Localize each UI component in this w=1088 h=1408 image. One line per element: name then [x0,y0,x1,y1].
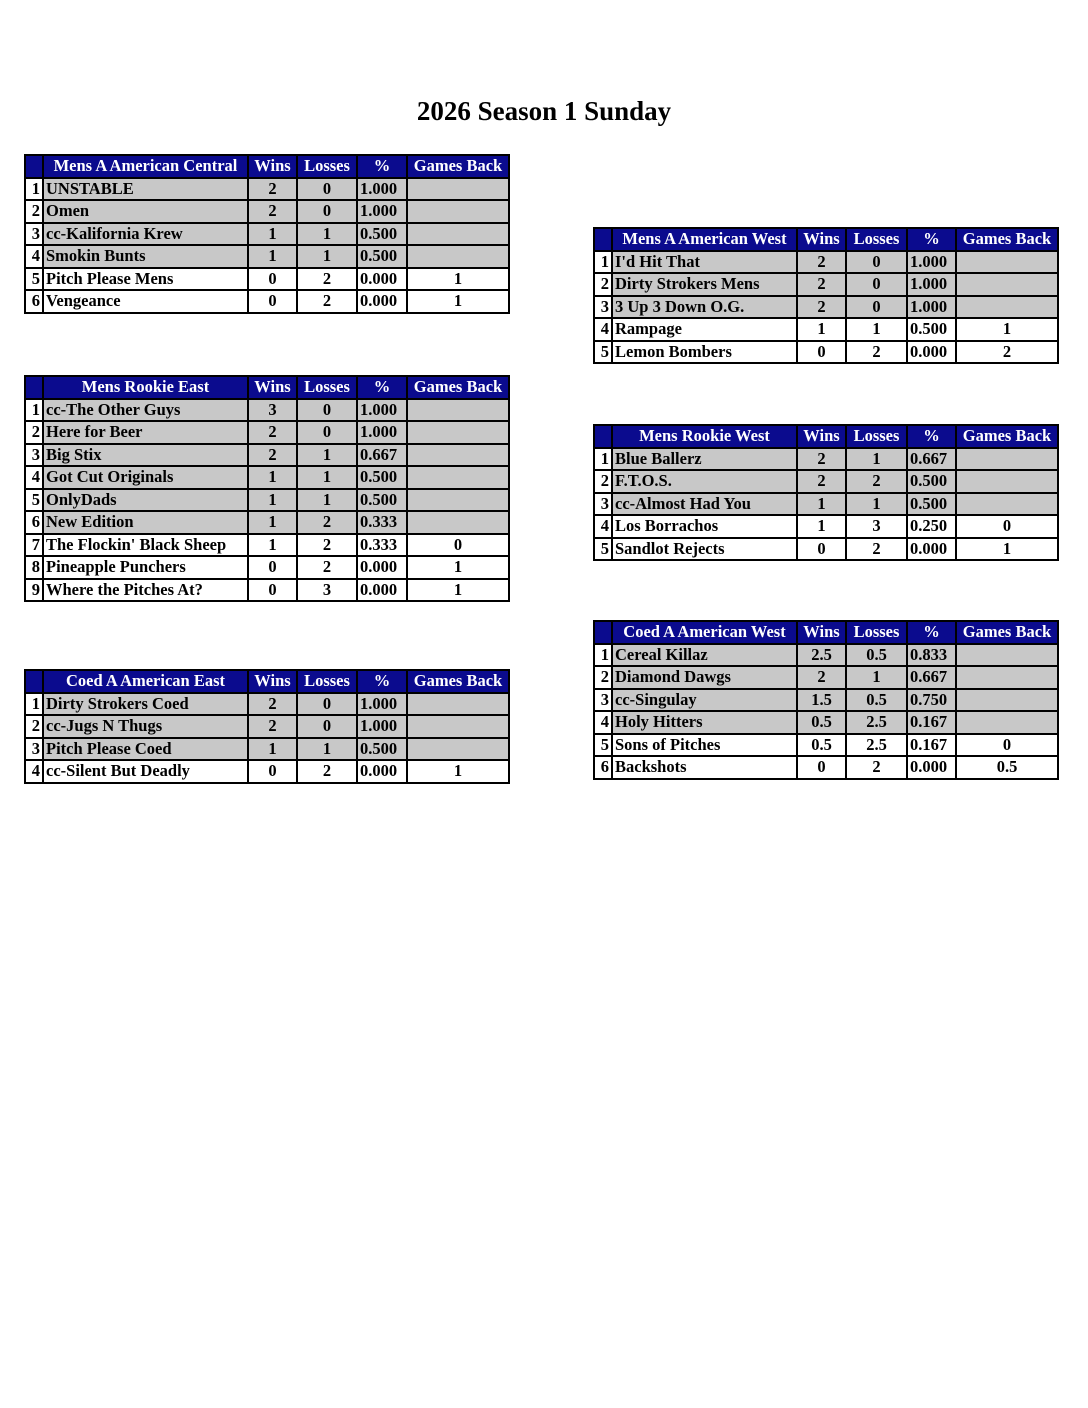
table-row [25,223,509,246]
wins-cell: 1.5 [797,689,846,712]
games-back-cell: 0 [407,534,509,557]
wins-header: Wins [797,425,846,448]
team-name-cell: New Edition [43,511,248,534]
rank-cell: 4 [594,515,612,538]
pct-cell: 0.500 [357,223,407,246]
division-name: Coed A American West [612,621,797,644]
table-row [25,268,509,291]
rank-cell: 3 [25,444,43,467]
team-name-cell: cc-Almost Had You [612,493,797,516]
team-name-cell: Los Borrachos [612,515,797,538]
games-back-cell [407,511,509,534]
wins-header: Wins [797,228,846,251]
pct-cell: 0.333 [357,534,407,557]
wins-cell: 2 [248,444,297,467]
wins-header: Wins [797,621,846,644]
games-back-header: Games Back [407,376,509,399]
team-name-cell: Sandlot Rejects [612,538,797,561]
wins-cell: 2 [797,470,846,493]
rank-cell: 6 [594,756,612,779]
wins-cell: 2.5 [797,644,846,667]
pct-cell: 1.000 [357,715,407,738]
rank-cell: 5 [594,538,612,561]
team-name-cell: cc-The Other Guys [43,399,248,422]
rank-cell: 2 [594,666,612,689]
division-name: Coed A American East [43,670,248,693]
rank-cell: 2 [594,273,612,296]
team-name-cell: Lemon Bombers [612,341,797,364]
team-name-cell: Where the Pitches At? [43,579,248,602]
rank-cell: 3 [594,296,612,319]
games-back-header: Games Back [956,425,1058,448]
wins-cell: 1 [248,223,297,246]
table-row [25,579,509,602]
pct-cell: 0.750 [907,689,956,712]
team-name-cell: UNSTABLE [43,178,248,201]
pct-cell: 0.833 [907,644,956,667]
games-back-cell [407,178,509,201]
team-name-cell: cc-Silent But Deadly [43,760,248,783]
pct-cell: 0.500 [907,318,956,341]
rank-cell: 9 [25,579,43,602]
table-row [25,399,509,422]
pct-cell: 1.000 [357,178,407,201]
wins-cell: 0 [248,290,297,313]
games-back-cell [956,711,1058,734]
table-row [25,421,509,444]
rank-cell: 7 [25,534,43,557]
losses-cell: 0 [297,399,357,422]
losses-header: Losses [846,621,907,644]
rank-cell: 1 [25,693,43,716]
pct-cell: 1.000 [357,200,407,223]
pct-cell: 0.000 [357,290,407,313]
wins-cell: 0 [248,268,297,291]
rank-header [25,155,43,178]
games-back-cell: 0 [956,734,1058,757]
wins-cell: 2 [248,421,297,444]
standings-table-mens-rookie-east [24,375,510,602]
losses-cell: 3 [846,515,907,538]
wins-header: Wins [248,155,297,178]
wins-cell: 2 [248,178,297,201]
team-name-cell: Backshots [612,756,797,779]
losses-header: Losses [297,376,357,399]
pct-cell: 0.000 [907,538,956,561]
games-back-cell [956,273,1058,296]
games-back-cell [956,644,1058,667]
rank-cell: 2 [25,715,43,738]
losses-cell: 1 [297,738,357,761]
losses-cell: 1 [297,444,357,467]
games-back-cell [956,493,1058,516]
wins-cell: 1 [248,738,297,761]
wins-cell: 0 [248,760,297,783]
games-back-header: Games Back [407,155,509,178]
pct-cell: 0.000 [907,341,956,364]
team-name-cell: Sons of Pitches [612,734,797,757]
table-row [25,511,509,534]
losses-cell: 0 [846,273,907,296]
pct-cell: 1.000 [357,399,407,422]
team-name-cell: 3 Up 3 Down O.G. [612,296,797,319]
wins-cell: 2 [248,200,297,223]
games-back-cell [407,489,509,512]
team-name-cell: Blue Ballerz [612,448,797,471]
games-back-header: Games Back [407,670,509,693]
division-name: Mens Rookie East [43,376,248,399]
wins-cell: 2 [797,448,846,471]
games-back-cell [956,251,1058,274]
rank-header [25,376,43,399]
losses-cell: 2 [297,268,357,291]
team-name-cell: Here for Beer [43,421,248,444]
table-row [25,466,509,489]
team-name-cell: Pitch Please Mens [43,268,248,291]
table-row [25,178,509,201]
table-row [25,760,509,783]
games-back-cell [407,399,509,422]
losses-cell: 1 [846,493,907,516]
rank-cell: 3 [25,738,43,761]
pct-header: % [907,228,956,251]
team-name-cell: I'd Hit That [612,251,797,274]
pct-cell: 0.500 [357,466,407,489]
wins-cell: 1 [248,534,297,557]
pct-cell: 0.167 [907,711,956,734]
pct-cell: 0.500 [907,470,956,493]
wins-cell: 0 [248,556,297,579]
wins-cell: 0 [797,341,846,364]
losses-cell: 2 [297,511,357,534]
wins-cell: 1 [797,318,846,341]
rank-cell: 5 [25,489,43,512]
losses-cell: 1 [297,223,357,246]
team-name-cell: OnlyDads [43,489,248,512]
rank-cell: 1 [25,399,43,422]
wins-cell: 2 [797,273,846,296]
wins-cell: 2 [797,666,846,689]
wins-cell: 0 [248,579,297,602]
wins-header: Wins [248,376,297,399]
pct-header: % [357,376,407,399]
rank-cell: 4 [25,245,43,268]
losses-cell: 1 [297,466,357,489]
games-back-cell [407,738,509,761]
pct-cell: 0.000 [907,756,956,779]
games-back-cell [407,466,509,489]
games-back-cell: 1 [407,579,509,602]
header-row [25,670,509,693]
losses-header: Losses [297,155,357,178]
table-row [25,245,509,268]
rank-cell: 5 [594,341,612,364]
pct-cell: 0.000 [357,556,407,579]
games-back-header: Games Back [956,621,1058,644]
losses-cell: 1 [846,448,907,471]
table-row [594,734,1058,757]
wins-header: Wins [248,670,297,693]
games-back-cell: 2 [956,341,1058,364]
losses-cell: 1 [297,489,357,512]
wins-cell: 1 [248,511,297,534]
page-title: 2026 Season 1 Sunday [416,96,672,126]
losses-cell: 2.5 [846,734,907,757]
losses-cell: 1 [846,666,907,689]
pct-cell: 0.667 [357,444,407,467]
losses-cell: 2 [297,760,357,783]
table-row [594,273,1058,296]
pct-cell: 0.500 [907,493,956,516]
table-row [25,556,509,579]
table-row [594,515,1058,538]
rank-cell: 4 [594,711,612,734]
wins-cell: 2 [248,715,297,738]
team-name-cell: Cereal Killaz [612,644,797,667]
pct-cell: 0.500 [357,489,407,512]
standings-table-mens-rookie-west [593,424,1059,561]
games-back-cell: 1 [407,268,509,291]
pct-cell: 1.000 [907,296,956,319]
games-back-cell [956,448,1058,471]
table-row [25,290,509,313]
games-back-cell [956,296,1058,319]
pct-cell: 0.250 [907,515,956,538]
rank-cell: 2 [594,470,612,493]
team-name-cell: Pineapple Punchers [43,556,248,579]
rank-cell: 6 [25,511,43,534]
division-name: Mens A American West [612,228,797,251]
rank-header [594,228,612,251]
games-back-cell: 1 [407,290,509,313]
rank-header [594,621,612,644]
standings-table-coed-a-west [593,620,1059,780]
team-name-cell: cc-Singulay [612,689,797,712]
division-name: Mens Rookie West [612,425,797,448]
wins-cell: 0 [797,538,846,561]
pct-cell: 0.333 [357,511,407,534]
games-back-cell: 1 [407,760,509,783]
team-name-cell: The Flockin' Black Sheep [43,534,248,557]
header-row [594,621,1058,644]
team-name-cell: cc-Jugs N Thugs [43,715,248,738]
games-back-cell [407,200,509,223]
pct-cell: 1.000 [907,251,956,274]
games-back-cell [956,689,1058,712]
games-back-cell [407,693,509,716]
wins-cell: 0 [797,756,846,779]
rank-cell: 1 [25,178,43,201]
games-back-cell: 0 [956,515,1058,538]
games-back-cell [407,223,509,246]
wins-cell: 3 [248,399,297,422]
pct-header: % [357,670,407,693]
pct-header: % [357,155,407,178]
table-row [594,689,1058,712]
losses-cell: 0 [297,421,357,444]
losses-header: Losses [297,670,357,693]
losses-header: Losses [846,425,907,448]
wins-cell: 2 [248,693,297,716]
rank-cell: 5 [594,734,612,757]
losses-cell: 0 [846,251,907,274]
header-row [25,155,509,178]
team-name-cell: Dirty Strokers Coed [43,693,248,716]
table-row [594,644,1058,667]
losses-cell: 2 [297,556,357,579]
losses-cell: 2 [846,341,907,364]
table-row [594,448,1058,471]
wins-cell: 1 [248,466,297,489]
rank-cell: 2 [25,421,43,444]
table-row [594,666,1058,689]
team-name-cell: Smokin Bunts [43,245,248,268]
team-name-cell: F.T.O.S. [612,470,797,493]
wins-cell: 1 [797,493,846,516]
team-name-cell: Vengeance [43,290,248,313]
table-row [25,738,509,761]
rank-cell: 4 [25,760,43,783]
table-row [594,756,1058,779]
rank-cell: 6 [25,290,43,313]
rank-header [25,670,43,693]
games-back-cell: 1 [956,318,1058,341]
wins-cell: 2 [797,296,846,319]
losses-cell: 2 [297,534,357,557]
rank-cell: 3 [594,689,612,712]
losses-cell: 0 [297,715,357,738]
pct-cell: 0.500 [357,738,407,761]
games-back-cell [956,666,1058,689]
rank-cell: 4 [594,318,612,341]
losses-cell: 0.5 [846,644,907,667]
wins-cell: 0.5 [797,711,846,734]
games-back-cell: 1 [956,538,1058,561]
pct-header: % [907,425,956,448]
table-row [594,711,1058,734]
games-back-header: Games Back [956,228,1058,251]
losses-cell: 0 [297,200,357,223]
header-row [594,228,1058,251]
losses-cell: 2 [297,290,357,313]
pct-cell: 0.167 [907,734,956,757]
losses-cell: 2.5 [846,711,907,734]
games-back-cell [956,470,1058,493]
table-row [594,470,1058,493]
losses-cell: 0 [297,693,357,716]
pct-cell: 0.667 [907,448,956,471]
team-name-cell: Big Stix [43,444,248,467]
table-row [25,534,509,557]
losses-cell: 2 [846,756,907,779]
table-row [594,318,1058,341]
pct-cell: 0.500 [357,245,407,268]
wins-cell: 0.5 [797,734,846,757]
losses-cell: 1 [297,245,357,268]
table-row [594,251,1058,274]
pct-cell: 0.000 [357,268,407,291]
rank-cell: 1 [594,251,612,274]
division-name: Mens A American Central [43,155,248,178]
rank-header [594,425,612,448]
standings-table-mens-a-west [593,227,1059,364]
table-row [25,489,509,512]
losses-cell: 0 [846,296,907,319]
wins-cell: 2 [797,251,846,274]
team-name-cell: Omen [43,200,248,223]
games-back-cell [407,421,509,444]
team-name-cell: cc-Kalifornia Krew [43,223,248,246]
rank-cell: 3 [25,223,43,246]
losses-cell: 0.5 [846,689,907,712]
table-row [25,200,509,223]
rank-cell: 2 [25,200,43,223]
team-name-cell: Diamond Dawgs [612,666,797,689]
rank-cell: 1 [594,448,612,471]
pct-cell: 1.000 [357,421,407,444]
team-name-cell: Pitch Please Coed [43,738,248,761]
pct-cell: 1.000 [907,273,956,296]
team-name-cell: Got Cut Originals [43,466,248,489]
rank-cell: 3 [594,493,612,516]
rank-cell: 5 [25,268,43,291]
table-row [594,538,1058,561]
pct-cell: 0.000 [357,760,407,783]
losses-cell: 1 [846,318,907,341]
losses-header: Losses [846,228,907,251]
pct-cell: 1.000 [357,693,407,716]
games-back-cell: 0.5 [956,756,1058,779]
table-row [25,715,509,738]
standings-table-mens-a-central [24,154,510,314]
losses-cell: 0 [297,178,357,201]
pct-header: % [907,621,956,644]
wins-cell: 1 [248,489,297,512]
table-row [594,493,1058,516]
table-row [25,444,509,467]
losses-cell: 3 [297,579,357,602]
games-back-cell [407,444,509,467]
pct-cell: 0.000 [357,579,407,602]
team-name-cell: Holy Hitters [612,711,797,734]
rank-cell: 1 [594,644,612,667]
losses-cell: 2 [846,538,907,561]
team-name-cell: Rampage [612,318,797,341]
games-back-cell [407,715,509,738]
losses-cell: 2 [846,470,907,493]
standings-table-coed-a-east [24,669,510,784]
rank-cell: 4 [25,466,43,489]
header-row [594,425,1058,448]
header-row [25,376,509,399]
table-row [594,296,1058,319]
table-row [594,341,1058,364]
rank-cell: 8 [25,556,43,579]
games-back-cell [407,245,509,268]
team-name-cell: Dirty Strokers Mens [612,273,797,296]
pct-cell: 0.667 [907,666,956,689]
wins-cell: 1 [248,245,297,268]
table-row [25,693,509,716]
wins-cell: 1 [797,515,846,538]
games-back-cell: 1 [407,556,509,579]
